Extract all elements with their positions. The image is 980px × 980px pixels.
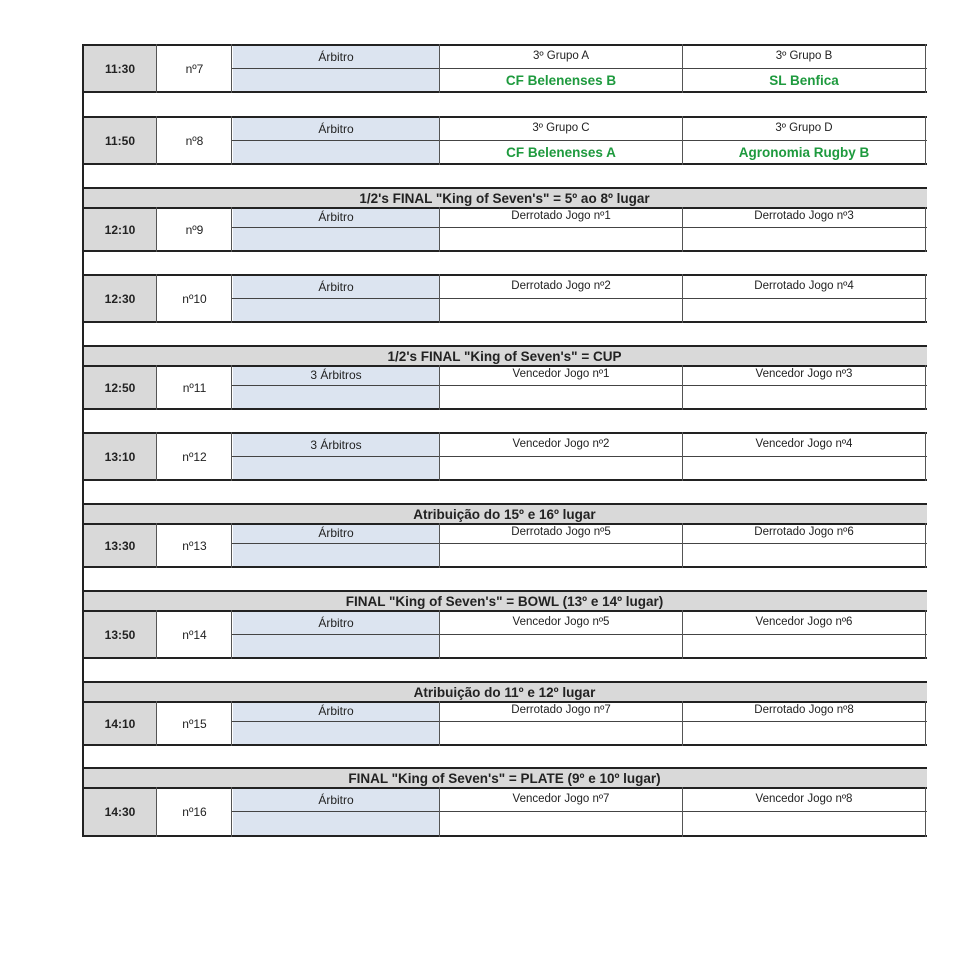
team-a-name: CF Belenenses A <box>506 144 616 160</box>
game-row <box>82 701 927 746</box>
team-b-name <box>683 299 925 321</box>
game-number: nº9 <box>185 222 204 237</box>
game-row <box>82 432 927 481</box>
game-time: 13:50 <box>84 612 156 657</box>
game-time: 12:50 <box>84 367 156 408</box>
game-row <box>82 610 927 659</box>
team-a-label: Vencedor Jogo nº1 <box>512 368 610 380</box>
team-b-label: Derrotado Jogo nº6 <box>754 526 854 538</box>
game-number: nº10 <box>182 291 207 306</box>
game-row <box>82 116 927 165</box>
team-a-label: Derrotado Jogo nº7 <box>511 704 611 716</box>
team-b-label: 3º Grupo D <box>775 122 833 134</box>
referee-label: 3 Árbitros <box>233 367 439 385</box>
team-b-name <box>683 635 925 657</box>
team-a-label: Vencedor Jogo nº7 <box>512 793 610 805</box>
team-a-label: Vencedor Jogo nº5 <box>512 616 610 628</box>
referee-label: Árbitro <box>233 612 439 634</box>
team-b-name <box>683 228 925 250</box>
team-b-name <box>683 386 925 408</box>
referee-label: Árbitro <box>233 118 439 140</box>
game-number: nº14 <box>182 627 207 642</box>
game-row <box>82 787 927 837</box>
game-number: nº12 <box>182 449 207 464</box>
game-row <box>82 523 927 568</box>
referee-slot <box>233 544 439 566</box>
game-time: 14:10 <box>84 703 156 744</box>
referee-slot <box>233 299 439 321</box>
referee-slot <box>233 457 439 479</box>
referee-slot <box>233 228 439 250</box>
referee-label: Árbitro <box>233 789 439 811</box>
team-a-label: Derrotado Jogo nº2 <box>511 280 611 292</box>
team-a-label: Vencedor Jogo nº2 <box>512 438 610 450</box>
section-header: Atribuição do 15º e 16º lugar <box>82 505 927 524</box>
team-a-label: Derrotado Jogo nº1 <box>511 210 611 222</box>
team-b-label: Derrotado Jogo nº4 <box>754 280 854 292</box>
team-b-label: Derrotado Jogo nº8 <box>754 704 854 716</box>
game-row <box>82 274 927 323</box>
game-time: 13:10 <box>84 434 156 479</box>
team-b-name <box>683 544 925 566</box>
referee-slot <box>233 812 439 835</box>
team-a-name <box>440 544 682 566</box>
team-b-name <box>683 812 925 835</box>
team-a-name <box>440 228 682 250</box>
team-b-label: Vencedor Jogo nº3 <box>755 368 853 380</box>
game-number: nº16 <box>182 805 207 819</box>
referee-slot <box>233 722 439 744</box>
team-b-name <box>683 457 925 479</box>
team-a-name <box>440 812 682 835</box>
referee-slot <box>233 635 439 657</box>
referee-slot <box>233 141 439 163</box>
referee-label: Árbitro <box>233 46 439 68</box>
team-b-label: Vencedor Jogo nº8 <box>755 793 853 805</box>
game-row <box>82 365 927 410</box>
referee-label: Árbitro <box>233 525 439 543</box>
game-time: 13:30 <box>84 525 156 566</box>
section-header: 1/2's FINAL "King of Seven's" = CUP <box>82 347 927 366</box>
section-header: Atribuição do 11º e 12º lugar <box>82 683 927 702</box>
team-b-label: Vencedor Jogo nº4 <box>755 438 853 450</box>
referee-slot <box>233 386 439 408</box>
game-time: 11:30 <box>84 46 156 91</box>
game-number: nº11 <box>182 380 207 395</box>
team-b-label: Derrotado Jogo nº3 <box>754 210 854 222</box>
referee-slot <box>233 69 439 91</box>
team-a-label: 3º Grupo A <box>533 50 589 62</box>
team-a-label: Derrotado Jogo nº5 <box>511 526 611 538</box>
referee-label: Árbitro <box>233 209 439 227</box>
team-b-name <box>683 722 925 744</box>
referee-label: Árbitro <box>233 276 439 298</box>
game-time: 12:30 <box>84 276 156 321</box>
team-a-name: CF Belenenses B <box>505 72 617 88</box>
game-number: nº8 <box>185 133 204 148</box>
team-a-name <box>440 299 682 321</box>
team-b-name: Agronomia Rugby B <box>738 144 870 160</box>
section-header: FINAL "King of Seven's" = BOWL (13º e 14º lugar) <box>82 592 927 611</box>
team-a-name <box>440 722 682 744</box>
team-a-name <box>440 386 682 408</box>
referee-label: Árbitro <box>233 703 439 721</box>
game-number: nº15 <box>182 716 207 731</box>
team-a-label: 3º Grupo C <box>532 122 590 134</box>
game-time: 14:30 <box>84 789 156 835</box>
game-time: 12:10 <box>84 209 156 250</box>
section-header: FINAL "King of Seven's" = PLATE (9º e 10º lugar) <box>82 769 927 788</box>
game-row <box>82 44 927 93</box>
game-number: nº13 <box>182 538 207 553</box>
team-a-name <box>440 457 682 479</box>
team-b-label: 3º Grupo B <box>775 50 833 62</box>
team-b-label: Vencedor Jogo nº6 <box>755 616 853 628</box>
game-row <box>82 207 927 252</box>
team-a-name <box>440 635 682 657</box>
section-header: 1/2's FINAL "King of Seven's" = 5º ao 8º lugar <box>82 189 927 208</box>
game-time: 11:50 <box>84 118 156 163</box>
team-b-name: SL Benfica <box>769 72 839 88</box>
referee-label: 3 Árbitros <box>233 434 439 456</box>
game-number: nº7 <box>185 61 204 76</box>
